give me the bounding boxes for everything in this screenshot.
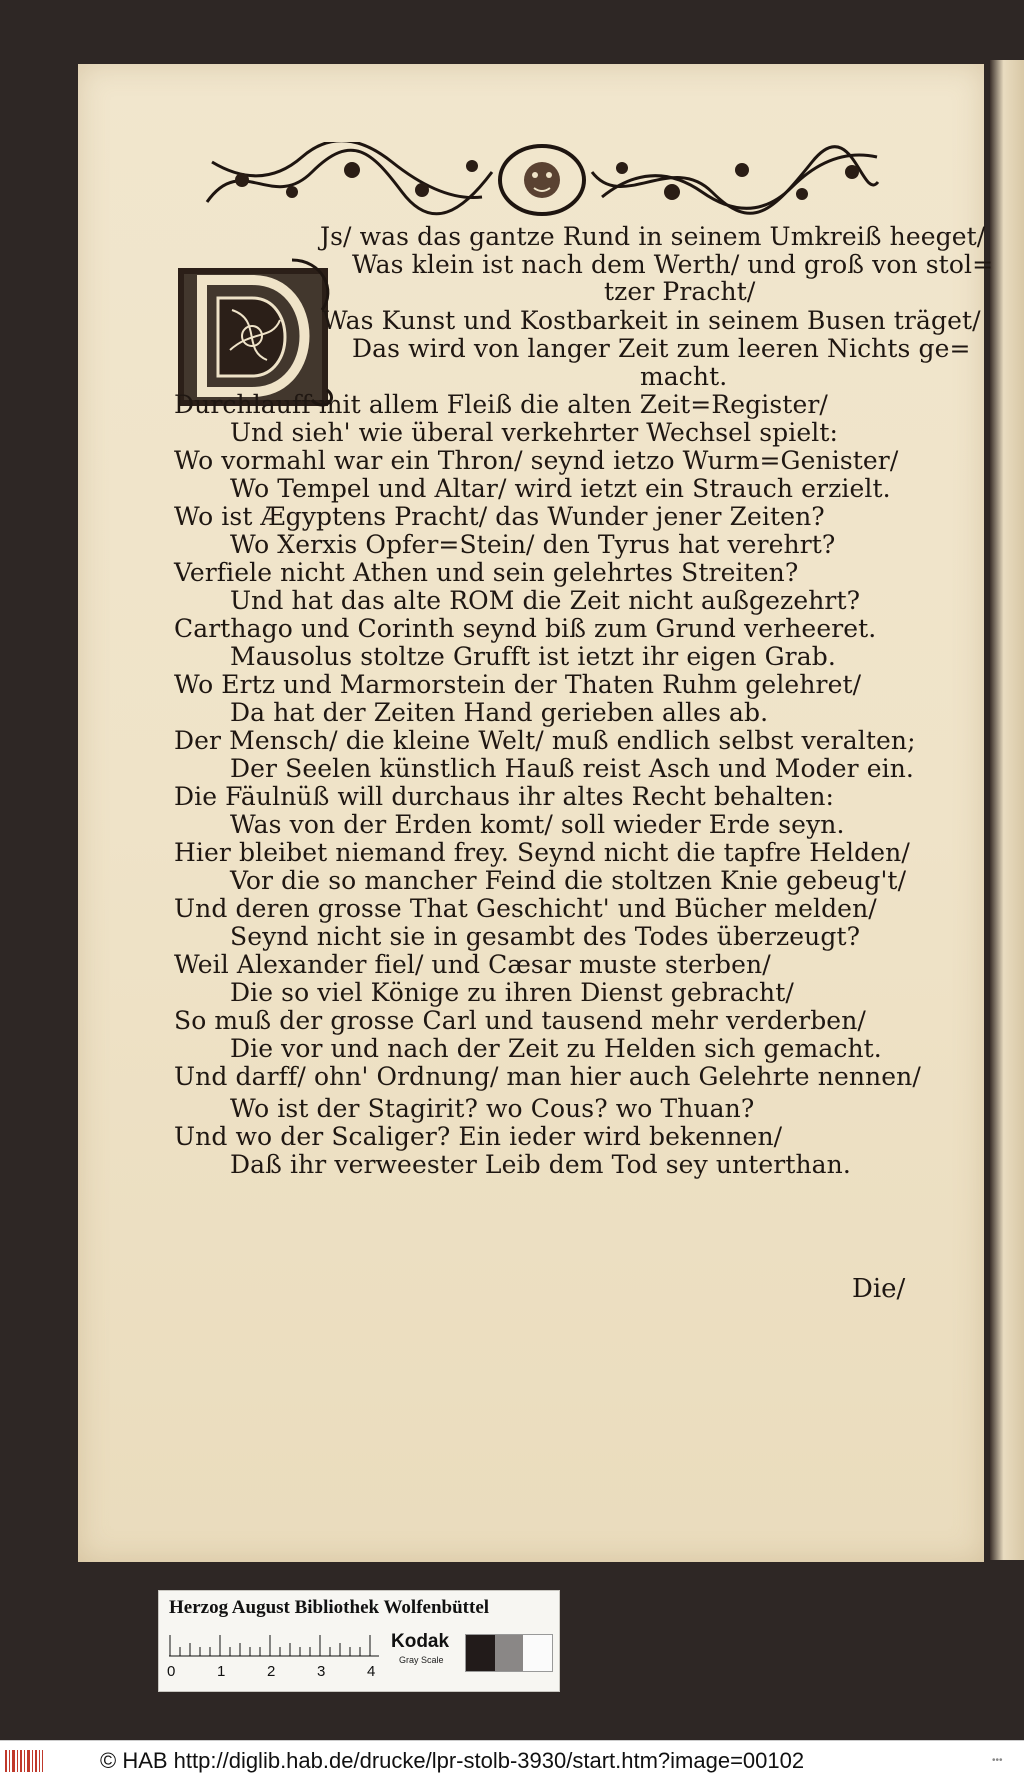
verse-line: Vor die so mancher Feind die stoltzen Knie gebeug't/	[230, 866, 907, 895]
ruler-number: 3	[317, 1663, 326, 1680]
ornamental-header-band	[202, 142, 882, 218]
ruler-number: 0	[167, 1663, 176, 1680]
verse-line: Und deren grosse That Geschicht' und Bücher melden/	[174, 894, 877, 923]
verse-line: Der Mensch/ die kleine Welt/ muß endlich selbst veralten;	[174, 726, 916, 755]
verse-line: Und hat das alte ROM die Zeit nicht außgezehrt?	[230, 586, 861, 615]
catchword: Die/	[852, 1274, 906, 1304]
verse-line: Wo ist der Stagirit? wo Cous? wo Thuan?	[230, 1094, 755, 1123]
verse-line: Seynd nicht sie in gesambt des Todes überzeugt?	[230, 922, 861, 951]
gray-scale-label: Gray Scale	[399, 1655, 444, 1665]
decorated-initial-d	[172, 250, 340, 412]
barcode-icon	[4, 1748, 44, 1774]
verse-line: Wo Tempel und Altar/ wird ietzt ein Strauch erzielt.	[230, 474, 891, 503]
swatch-dark	[466, 1635, 495, 1671]
verse-line: Wo vormahl war ein Thron/ seynd ietzo Wurm=Genister/	[174, 446, 899, 475]
verse-line: Und wo der Scaliger? Ein ieder wird bekennen/	[174, 1122, 783, 1151]
library-name: Herzog August Bibliothek Wolfenbüttel	[169, 1597, 490, 1618]
verse-line: Was Kunst und Kostbarkeit in seinem Busen träget/	[322, 306, 981, 335]
more-dots: •••	[992, 1755, 1003, 1766]
verse-line: Verfiele nicht Athen und sein gelehrtes Streiten?	[174, 558, 799, 587]
verse-line: Die vor und nach der Zeit zu Helden sich gemacht.	[230, 1034, 882, 1063]
verse-line: Wo Xerxis Opfer=Stein/ den Tyrus hat verehrt?	[230, 530, 836, 559]
ruler-number: 2	[267, 1663, 276, 1680]
verse-line: tzer Pracht/	[604, 277, 756, 306]
gray-swatches	[465, 1634, 553, 1672]
verse-line: Die Fäulnüß will durchaus ihr altes Recht behalten:	[174, 782, 835, 811]
verse-line: Durchlauff mit allem Fleiß die alten Zeit=Register/	[174, 390, 828, 419]
verse-line: Da hat der Zeiten Hand gerieben alles ab.	[230, 698, 769, 727]
ruler-numbers	[167, 1663, 387, 1683]
verse-line: Weil Alexander fiel/ und Cæsar muste sterben/	[174, 950, 771, 979]
footer-bar	[0, 1740, 1024, 1780]
verse-line: Der Seelen künstlich Hauß reist Asch und Moder ein.	[230, 754, 914, 783]
verse-line: Was von der Erden komt/ soll wieder Erde seyn.	[230, 810, 845, 839]
ruler	[169, 1631, 379, 1657]
verse-line: Die so viel Könige zu ihren Dienst gebracht/	[230, 978, 794, 1007]
swatch-light	[523, 1635, 552, 1671]
verse-line: Mausolus stoltze Grufft ist ietzt ihr eigen Grab.	[230, 642, 836, 671]
verse-line: Daß ihr verweester Leib dem Tod sey unterthan.	[230, 1150, 851, 1179]
verse-line: Carthago und Corinth seynd biß zum Grund verheeret.	[174, 614, 877, 643]
verse-line: Das wird von langer Zeit zum leeren Nichts ge=	[352, 334, 971, 363]
color-scale-card	[158, 1590, 560, 1692]
verse-line: Hier bleibet niemand frey. Seynd nicht die tapfre Helden/	[174, 838, 910, 867]
verse-line: Was klein ist nach dem Werth/ und groß von stol=	[352, 250, 994, 279]
ruler-number: 4	[367, 1663, 376, 1680]
verse-line: Wo ist Ægyptens Pracht/ das Wunder jener Zeiten?	[174, 502, 825, 531]
document-page	[78, 64, 994, 1562]
verse-line: Js/ was das gantze Rund in seinem Umkreiß heeget/	[320, 222, 986, 251]
source-url[interactable]: © HAB http://diglib.hab.de/drucke/lpr-stolb-3930/start.htm?image=00102	[100, 1748, 805, 1773]
kodak-label: Kodak	[391, 1631, 450, 1652]
ruler-number: 1	[217, 1663, 226, 1680]
verse-line: Wo Ertz und Marmorstein der Thaten Ruhm gelehret/	[174, 670, 862, 699]
verse-line: Und sieh' wie überal verkehrter Wechsel spielt:	[230, 418, 839, 447]
verse-line: Und darff/ ohn' Ordnung/ man hier auch Gelehrte nennen/	[174, 1062, 921, 1091]
verse-line: So muß der grosse Carl und tausend mehr verderben/	[174, 1006, 866, 1035]
swatch-mid	[495, 1635, 524, 1671]
verse-line: macht.	[640, 362, 728, 391]
